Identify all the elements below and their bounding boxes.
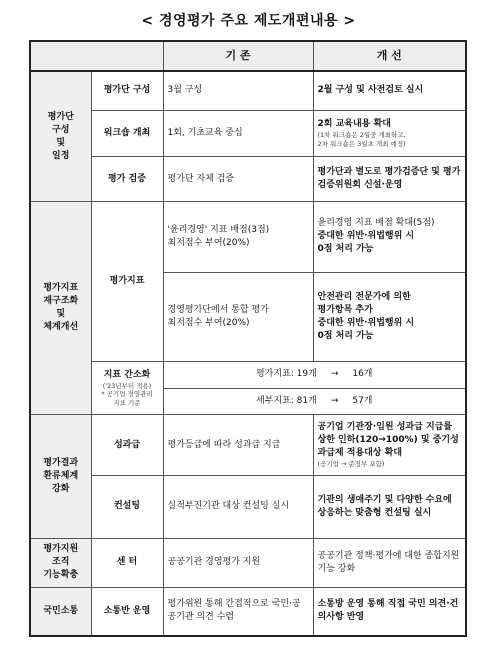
- row-label-note: 지표 기준: [113, 399, 141, 408]
- arrow-icon: →: [330, 395, 339, 406]
- table-row: [30, 157, 466, 202]
- table-row: [30, 538, 466, 587]
- previous-cell: 3월 구성: [163, 71, 313, 110]
- improved-line: 0점 처리 가능: [317, 244, 374, 255]
- row-label: 평가지표: [91, 201, 163, 361]
- improved-cell: 2월 구성 및 사전검토 실시: [313, 71, 466, 110]
- row-label: 평가단 구성: [91, 71, 163, 110]
- previous-cell: 실적부진기관 대상 컨설팅 실시: [163, 476, 313, 539]
- improved-cell: 소통방 운영 통해 직접 국민 의견·건의사항 반영: [313, 587, 466, 636]
- improved-cell: 평가단과 별도로 평가검증단 및 평가검증위원회 신설·운영: [313, 157, 466, 202]
- section-label: 평가결과 환류체계 강화: [30, 415, 91, 539]
- index-count-cell: [163, 388, 466, 414]
- table-row: [30, 201, 466, 272]
- section-label: 국민소통: [30, 587, 91, 636]
- index-count-value: 16개: [352, 369, 373, 380]
- table-row: [30, 110, 466, 157]
- row-label: 성과급: [91, 415, 163, 476]
- table-row: [30, 362, 466, 388]
- improved-note: (1차 워크숍은 2월중 개최하고,: [317, 131, 406, 140]
- index-count-value: 57개: [352, 395, 373, 406]
- section-label: 평가지원 조직 기능확충: [30, 538, 91, 587]
- row-label: 워크숍 개최: [91, 110, 163, 157]
- header-row: [30, 41, 466, 71]
- improved-line: 중대한 위반·위법행위 시: [317, 318, 415, 329]
- table-row: [30, 587, 466, 636]
- improved-note: (공기업 → 준정부 포함): [317, 460, 385, 469]
- improved-cell: [313, 272, 466, 361]
- table-row: [30, 71, 466, 110]
- document-title: < 경영평가 주요 제도개편내용 >: [141, 13, 356, 29]
- previous-cell: 1회, 기초교육 중심: [163, 110, 313, 157]
- row-label: 컨설팅: [91, 476, 163, 539]
- section-label: 평가지표 재구조화 및 체계개선: [30, 201, 91, 414]
- improved-text: 공기업 기관장·임원 성과급 지급률 상한 인하(120→100%) 및 중기성과급제 적용대상 확대: [317, 422, 459, 459]
- index-count-label: 세부지표: 81개: [255, 395, 317, 406]
- table-row: [30, 476, 466, 539]
- improved-cell: [313, 415, 466, 476]
- previous-cell: [163, 272, 313, 361]
- previous-line: 경영평가단에서 통합 평가: [167, 305, 269, 316]
- improved-line: 0점 처리 가능: [317, 331, 374, 342]
- index-count-cell: [163, 362, 466, 388]
- improved-cell: 공공기관 정책·평가에 대한 종합지원 기능 강화: [313, 538, 466, 587]
- header-improved: 개 선: [313, 41, 466, 71]
- row-label: 소통반 운영: [91, 587, 163, 636]
- reform-table: [29, 40, 467, 637]
- row-label-text: 지표 간소화: [103, 369, 151, 380]
- row-label: 평가 검증: [91, 157, 163, 202]
- table-row: [30, 415, 466, 476]
- previous-cell: 평가단 자체 검증: [163, 157, 313, 202]
- index-count-label: 평가지표: 19개: [255, 369, 317, 380]
- improved-line: 안전관리 전문가에 의한: [317, 292, 411, 303]
- improved-cell: [313, 201, 466, 272]
- row-label-note: ('23년부터 적용): [102, 381, 152, 390]
- previous-cell: 평가위원 통해 간접적으로 국민·공공기관 의견 수렴: [163, 587, 313, 636]
- previous-line: 최저점수 부여(20%): [167, 318, 250, 329]
- row-label: 센 터: [91, 538, 163, 587]
- previous-cell: 공공기관 경영평가 지원: [163, 538, 313, 587]
- previous-line: 최저점수 부여(20%): [167, 237, 250, 248]
- header-previous: 기 존: [163, 41, 313, 71]
- row-label: [91, 362, 163, 415]
- arrow-icon: →: [330, 369, 339, 380]
- improved-line: 평가항목 추가: [317, 305, 373, 316]
- improved-line: 중대한 위반·위법행위 시: [317, 231, 415, 242]
- improved-note: 2차 워크숍은 3월초 개최 예정): [317, 139, 406, 148]
- improved-cell: [313, 110, 466, 157]
- row-label-note: * 공기업 경영관리: [101, 390, 153, 399]
- improved-line: 윤리경영 지표 배점 확대(5점): [317, 218, 435, 229]
- improved-cell: 기관의 생애주기 및 다양한 수요에 상응하는 맞춤형 컨설팅 실시: [313, 476, 466, 539]
- previous-cell: [163, 201, 313, 272]
- previous-line: '윤리경영' 지표 배점(3점): [167, 224, 270, 235]
- previous-cell: 평가등급에 따라 성과급 지급: [163, 415, 313, 476]
- section-label: 평가단 구성 및 일정: [30, 71, 91, 201]
- reform-table-frame: [29, 40, 465, 637]
- improved-text: 2회 교육내용 확대: [317, 119, 391, 130]
- header-corner: [30, 41, 163, 71]
